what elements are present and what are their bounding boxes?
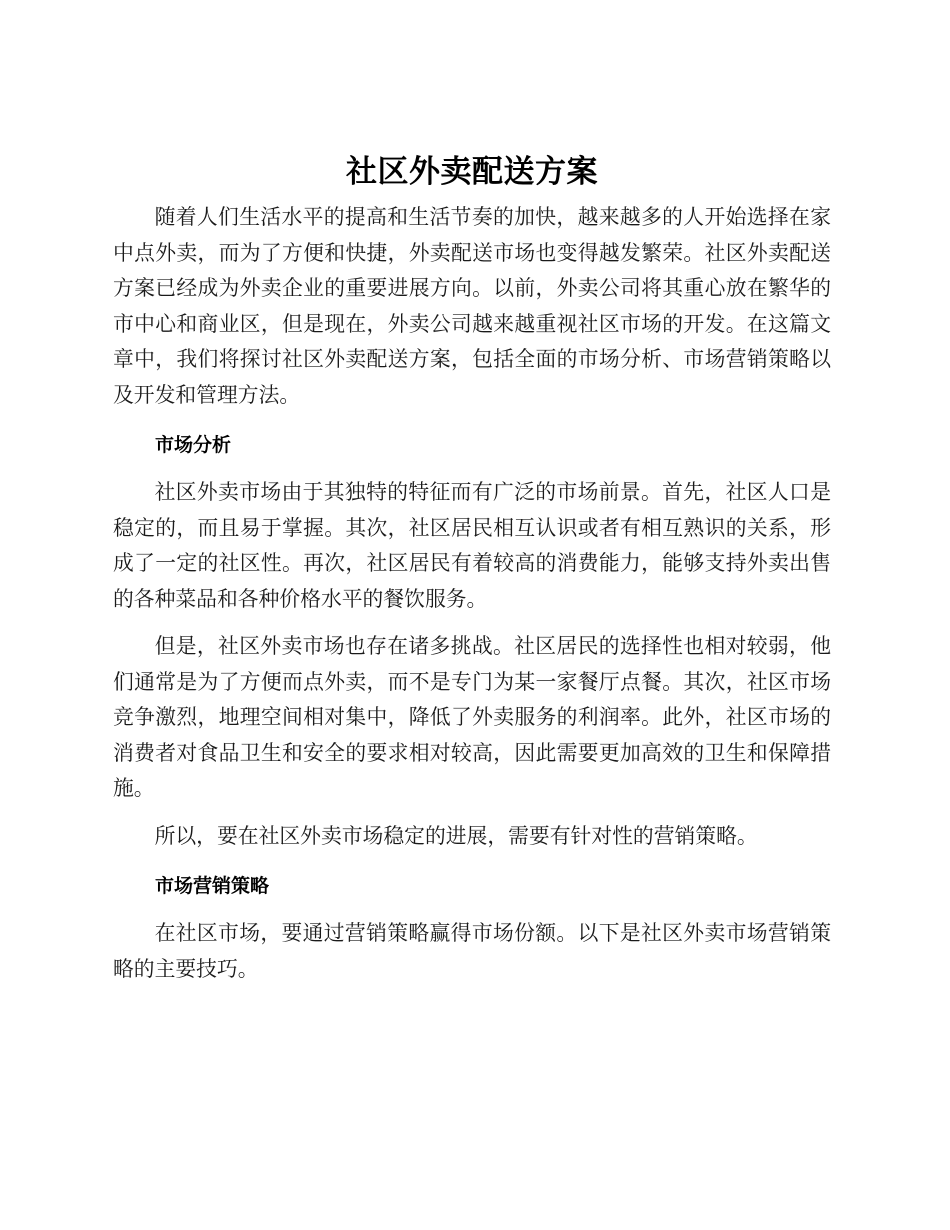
intro-paragraph: 随着人们生活水平的提高和生活节奏的加快，越来越多的人开始选择在家中点外卖，而为了方便和快捷，外卖配送市场也变得越发繁荣。社区外卖配送方案已经成为外卖企业的重要进展方向。以前，外卖公司将其重心放在繁华的市中心和商业区，但是现在，外卖公司越来越重视社区市场的开发。在这篇文章中，我们将探讨社区外卖配送方案，包括全面的市场分析、市场营销策略以及开发和管理方法。	[113, 205, 831, 407]
market-analysis-paragraph-1: 社区外卖市场由于其独特的特征而有广泛的市场前景。首先，社区人口是稳定的，而且易于掌握。其次，社区居民相互认识或者有相互熟识的关系，形成了一定的社区性。再次，社区居民有着较高的消费能力，能够支持外卖出售的各种菜品和各种价格水平的餐饮服务。	[113, 480, 831, 611]
document-title: 社区外卖配送方案	[346, 154, 598, 190]
document-page	[113, 150, 831, 987]
spacer	[113, 463, 831, 475]
spacer	[113, 854, 831, 869]
market-analysis-paragraph-3: 所以，要在社区外卖市场稳定的进展，需要有针对性的营销策略。	[154, 823, 758, 848]
spacer	[113, 617, 831, 629]
spacer	[113, 904, 831, 916]
spacer	[113, 413, 831, 428]
market-analysis-paragraph-2: 但是，社区外卖市场也存在诸多挑战。社区居民的选择性也相对较弱，他们通常是为了方便而点外卖，而不是专门为某一家餐厅点餐。其次，社区市场竞争激烈，地理空间相对集中，降低了外卖服务的利润率。此外，社区市场的消费者对食品卫生和安全的要求相对较高，因此需要更加高效的卫生和保障措施。	[113, 634, 831, 800]
marketing-strategy-paragraph-1: 在社区市场，要通过营销策略赢得市场份额。以下是社区外卖市场营销策略的主要技巧。	[113, 921, 831, 981]
section-heading-marketing-strategy: 市场营销策略	[155, 875, 270, 897]
section-heading-market-analysis: 市场分析	[155, 434, 232, 456]
spacer	[113, 807, 831, 819]
